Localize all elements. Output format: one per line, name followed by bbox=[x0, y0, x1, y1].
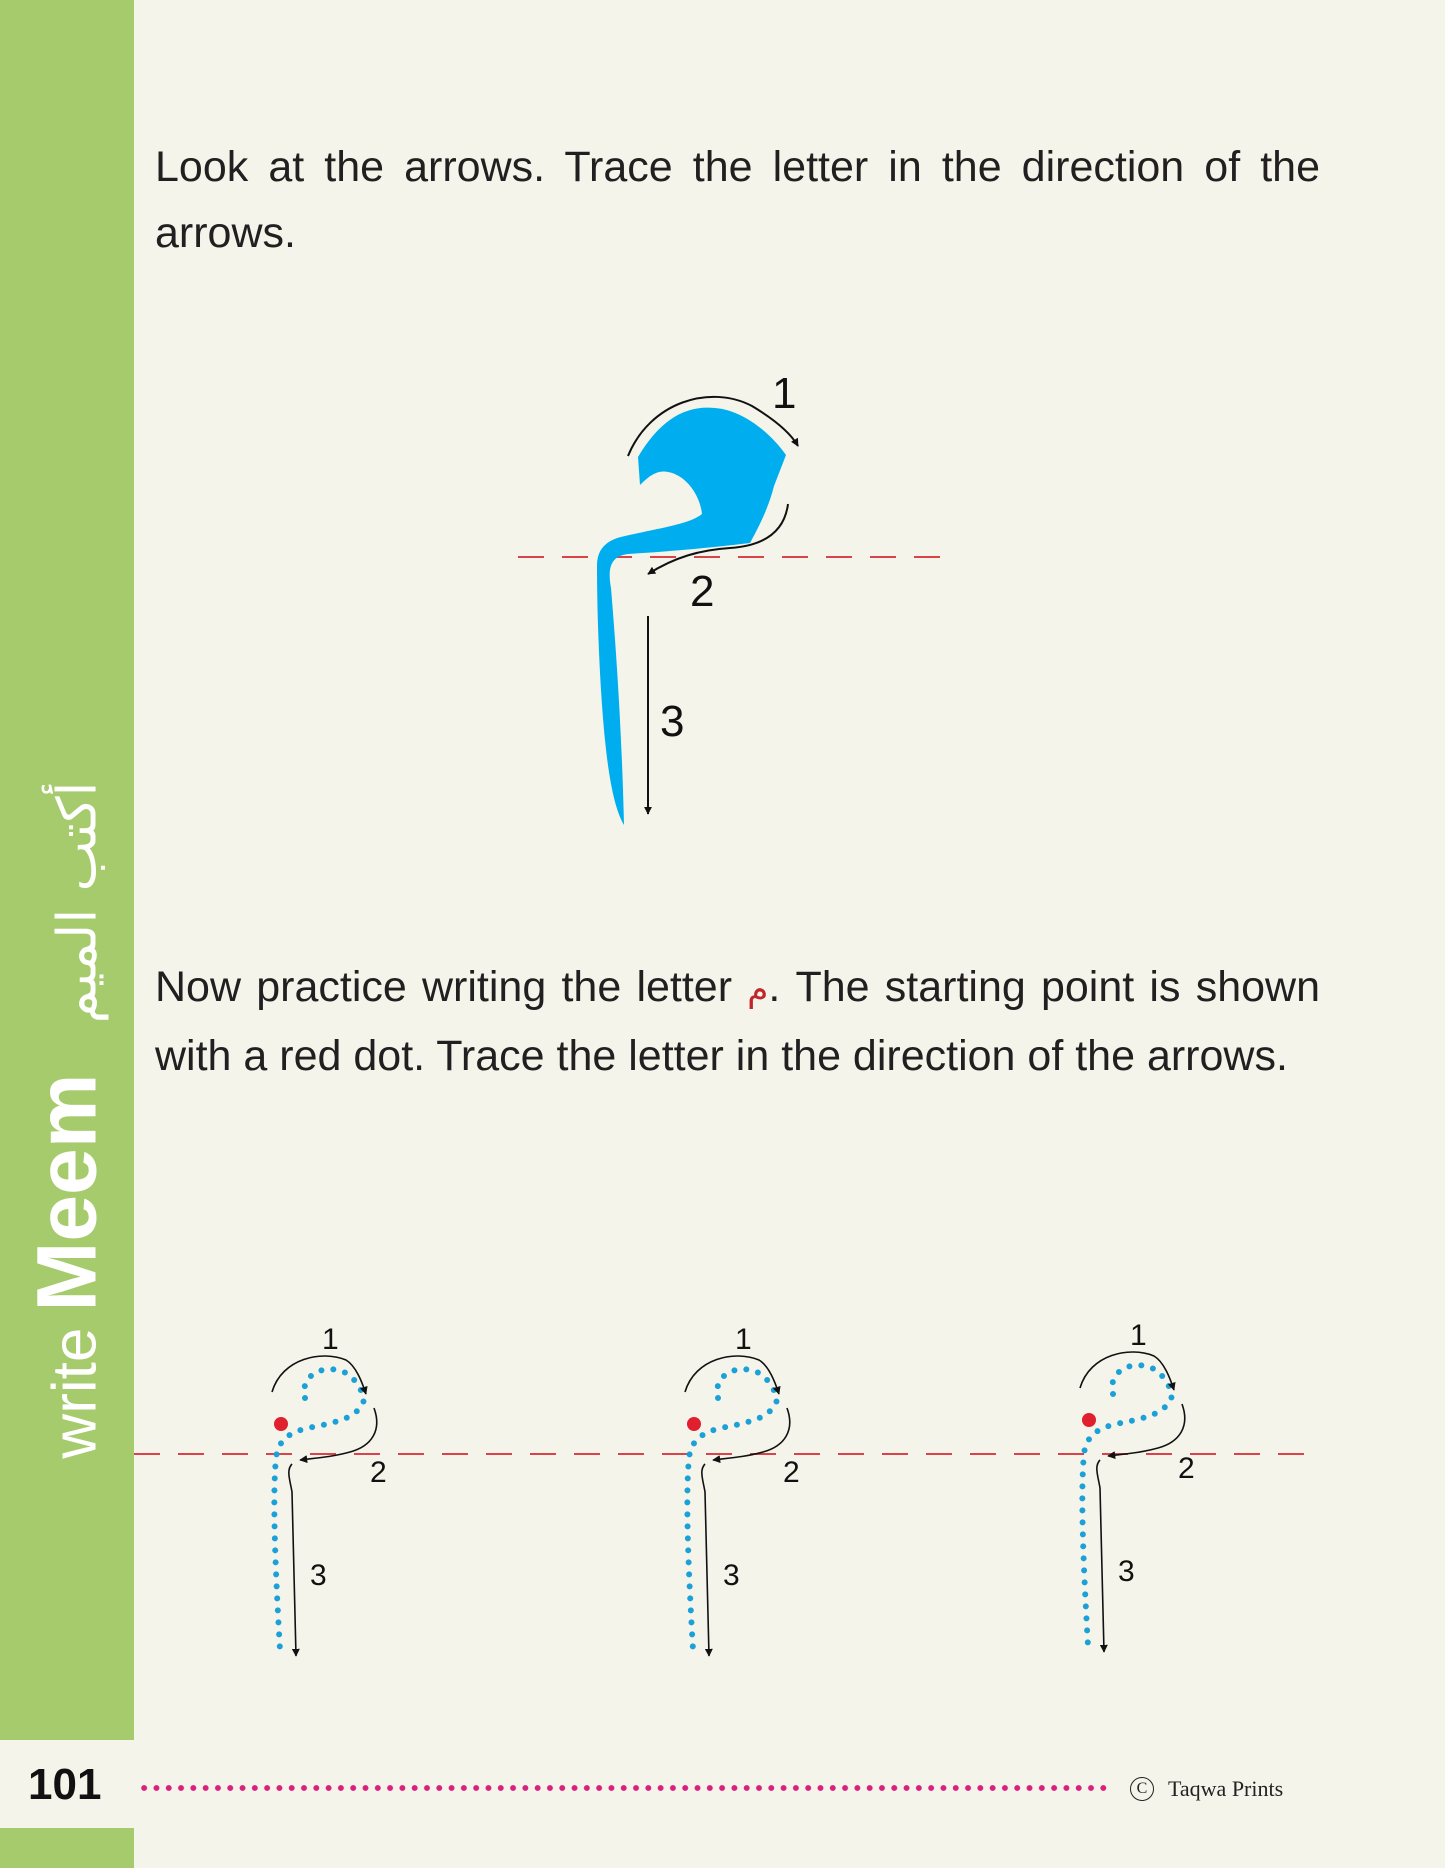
practice-arrow-1 bbox=[685, 1356, 779, 1394]
practice-arrow-3 bbox=[1097, 1460, 1104, 1652]
practice-arrow-1 bbox=[1080, 1352, 1174, 1390]
demo-letter-group bbox=[518, 369, 940, 825]
start-point-dot bbox=[274, 1417, 288, 1431]
demo-number-3: 3 bbox=[660, 697, 685, 746]
sidebar-write-word: write bbox=[40, 1327, 110, 1459]
practice-number-2: 2 bbox=[1178, 1452, 1195, 1485]
instruction-second-end: . The starting point is shown with a red dot. Trace the letter in the direction of the arrows. bbox=[155, 963, 1320, 1080]
practice-dotted-path bbox=[1082, 1365, 1172, 1646]
page-number: 101 bbox=[28, 1760, 102, 1809]
instruction-first: Look at the arrows. Trace the letter in the direction of the arrows. bbox=[155, 143, 1320, 257]
practice-arrow-3 bbox=[289, 1464, 296, 1656]
practice-number-3: 3 bbox=[310, 1559, 327, 1592]
practice-dotted-path bbox=[274, 1369, 364, 1650]
practice-dotted-path bbox=[687, 1369, 777, 1650]
start-point-dot bbox=[687, 1417, 701, 1431]
instruction-second-start: Now practice writing the letter bbox=[155, 963, 748, 1011]
demo-letter-meem-shape bbox=[597, 408, 786, 825]
sidebar-letter-name: Meem bbox=[19, 1073, 114, 1312]
practice-number-2: 2 bbox=[370, 1456, 387, 1489]
start-point-dot bbox=[1082, 1413, 1096, 1427]
practice-number-2: 2 bbox=[783, 1456, 800, 1489]
sidebar-arabic-title: أكتب الميم bbox=[45, 781, 109, 1024]
copyright-icon: C bbox=[1130, 1777, 1154, 1801]
practice-arrow-2 bbox=[1108, 1404, 1185, 1456]
practice-letter-2 bbox=[685, 1323, 800, 1656]
practice-number-3: 3 bbox=[1118, 1555, 1135, 1588]
practice-arrow-3 bbox=[702, 1464, 709, 1656]
practice-arrow-2 bbox=[300, 1408, 377, 1460]
practice-arrow-2 bbox=[713, 1408, 790, 1460]
practice-letter-3 bbox=[1080, 1319, 1195, 1652]
practice-number-1: 1 bbox=[322, 1323, 339, 1356]
practice-arrow-1 bbox=[272, 1356, 366, 1394]
publisher-name: Taqwa Prints bbox=[1168, 1776, 1284, 1801]
copyright bbox=[1130, 1776, 1283, 1802]
footer-dotted-rule bbox=[138, 1782, 1108, 1794]
practice-letter-1 bbox=[272, 1323, 387, 1656]
practice-number-3: 3 bbox=[723, 1559, 740, 1592]
practice-number-1: 1 bbox=[1130, 1319, 1147, 1352]
practice-number-1: 1 bbox=[735, 1323, 752, 1356]
inline-letter-meem: م bbox=[747, 970, 769, 1010]
demo-number-1: 1 bbox=[772, 369, 797, 418]
demo-number-2: 2 bbox=[690, 567, 715, 616]
